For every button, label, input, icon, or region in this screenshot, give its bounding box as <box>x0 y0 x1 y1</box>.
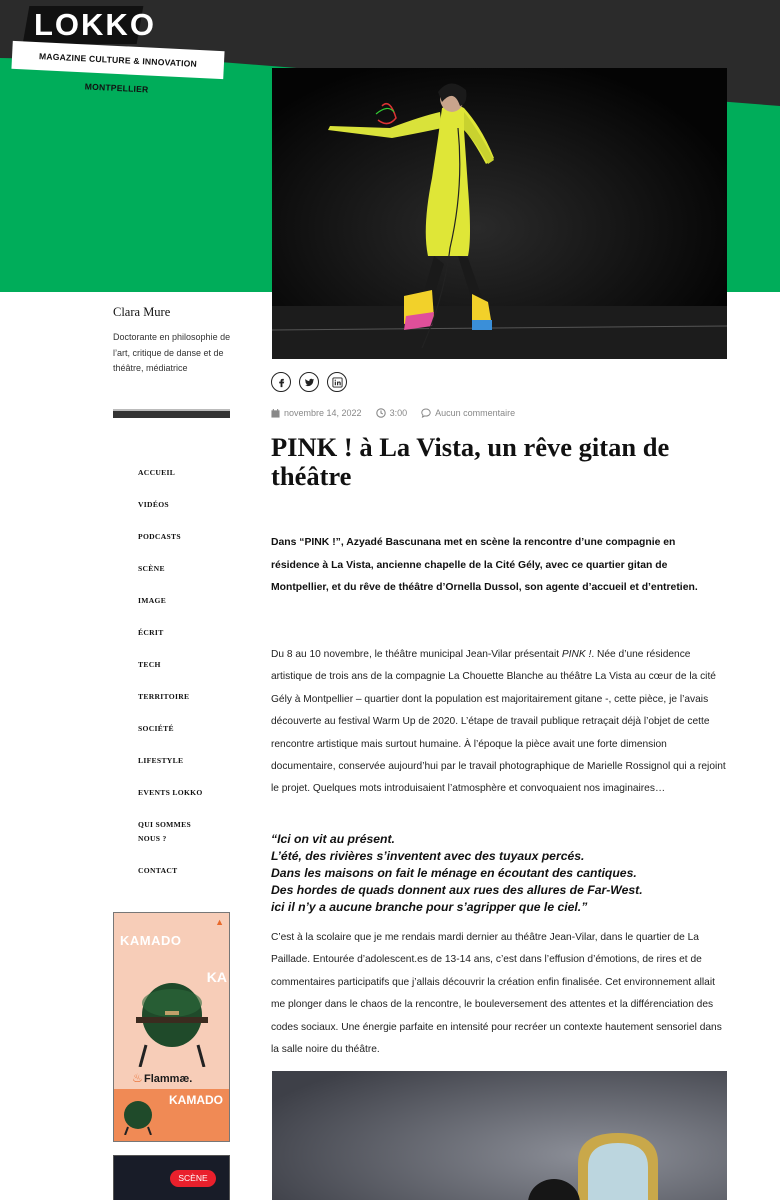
sidebar-nav <box>138 466 228 878</box>
share-bar <box>271 372 347 392</box>
comment-icon <box>421 408 431 418</box>
article-quote <box>271 831 726 916</box>
flame-icon: ▲ <box>215 917 224 927</box>
post-meta <box>271 408 515 418</box>
flammae-logo-icon: ♨ <box>132 1071 143 1085</box>
nav-item-image[interactable]: IMAGE <box>138 596 167 605</box>
ad-kamado-title: KAMADO <box>120 933 182 948</box>
nav-item-videos[interactable]: VIDÉOS <box>138 500 169 509</box>
article-paragraph-1 <box>271 644 726 801</box>
grill-illustration <box>132 975 212 1067</box>
clock-icon <box>376 408 386 418</box>
nav-item-podcasts[interactable]: PODCASTS <box>138 532 181 541</box>
author-name[interactable]: Clara Mure <box>113 305 171 319</box>
paragraph-1-text-b: . Née d’une résidence artistique de trois ans de la compagnie La Chouette Blanche au théâtre La Vista au cœur de la cité Gély à Montpellier – quartier dont la population est majoritairement gitane -, cette pièce, je l’avais découverte au festival Warm Up de 2020. L’étape de travail publique retraçait déjà l’objet de cette rencontre artistique mais surtout humaine. À l’époque la pièce avait une forte dimension documentaire, conservée aujourd’hui par le travail photographique de Marielle Rossignol qui a rejoint le projet. Quelques mots introduisaient l’atmosphère et convoquaient nos imaginaires… <box>271 649 726 795</box>
scene-badge: SCÈNE <box>170 1170 216 1187</box>
sidebar-ad-scene[interactable] <box>113 1155 230 1200</box>
grill-small-illustration <box>120 1099 156 1135</box>
site-logo[interactable] <box>12 6 224 95</box>
author-bio: Doctorante en philosophie de l’art, critique de danse et de théâtre, médiatrice <box>113 332 231 373</box>
nav-item-events[interactable]: EVENTS LOKKO <box>138 788 203 797</box>
nav-item-accueil[interactable]: ACCUEIL <box>138 468 176 477</box>
quote-line: L’été, des rivières s’inventent avec des tuyaux percés. <box>271 849 585 863</box>
ad-brand: Flammæ. <box>144 1073 193 1085</box>
sidebar-ad-kamado[interactable] <box>113 912 230 1142</box>
quote-line: Dans les maisons on fait le ménage en écoutant des cantiques. <box>271 866 637 880</box>
twitter-icon[interactable] <box>299 372 319 392</box>
calendar-icon <box>271 409 280 418</box>
quote-line: Des hordes de quads donnent aux rues des allures de Far-West. <box>271 883 643 897</box>
ad-ka-text: KA <box>206 969 227 985</box>
paragraph-1-emphasis: PINK ! <box>561 649 592 660</box>
nav-item-lifestyle[interactable]: LIFESTYLE <box>138 756 184 765</box>
nav-item-qui-sommes-nous[interactable]: QUI SOMMES NOUS ? <box>138 820 191 843</box>
ad-kamado-bottom: KAMADO <box>169 1093 223 1107</box>
article-title: PINK ! à La Vista, un rêve gitan de théâtre <box>271 432 670 491</box>
post-date[interactable]: novembre 14, 2022 <box>284 408 362 418</box>
linkedin-icon[interactable] <box>327 372 347 392</box>
post-time: 3:00 <box>389 408 408 418</box>
sidebar-divider <box>113 409 230 418</box>
nav-item-scene[interactable]: SCÈNE <box>138 564 165 573</box>
article-photo-2 <box>272 1071 727 1200</box>
nav-item-societe[interactable]: SOCIÉTÉ <box>138 724 174 733</box>
paragraph-1-text-a: Du 8 au 10 novembre, le théâtre municipal Jean-Vilar présentait <box>271 649 562 660</box>
logo-tagline: MAGAZINE CULTURE & INNOVATION MONTPELLIER <box>11 41 224 79</box>
facebook-icon[interactable] <box>271 372 291 392</box>
hero-image <box>272 68 727 359</box>
logo-wordmark: LOKKO <box>23 6 144 44</box>
nav-item-tech[interactable]: TECH <box>138 660 161 669</box>
nav-item-contact[interactable]: CONTACT <box>138 866 178 875</box>
nav-item-ecrit[interactable]: ÉCRIT <box>138 628 164 637</box>
nav-item-territoire[interactable]: TERRITOIRE <box>138 692 190 701</box>
quote-line: ici il n’y a aucune branche pour s’agripper que le ciel.” <box>271 900 588 914</box>
article-paragraph-2: C’est à la scolaire que je me rendais mardi dernier au théâtre Jean-Vilar, dans le quartier de La Paillade. Entourée d’adolescent.es de 13-14 ans, c’est dans l’effusion d’émotions, de rires et de commentaires participatifs que j’allais découvrir la création enfin finalisée. Cet environnement allait me plonger dans le chaos de la rencontre, le bouleversement des attentes et la différenciation des codes sociaux. Une énergie parfaite en intensité pour recréer un contexte hautement sensoriel dans la salle noire du théâtre. <box>271 932 722 1056</box>
article-lead: Dans “PINK !”, Azyadé Bascunana met en scène la rencontre d’une compagnie en résidence à La Vista, ancienne chapelle de la Cité Gély, avec ce quartier gitan de Montpellier, et du rêve de théâtre d’Ornella Dussol, son agente d’accueil et d’entretien. <box>271 537 698 593</box>
post-comments-link[interactable]: Aucun commentaire <box>435 408 516 418</box>
quote-line: “Ici on vit au présent. <box>271 832 395 846</box>
